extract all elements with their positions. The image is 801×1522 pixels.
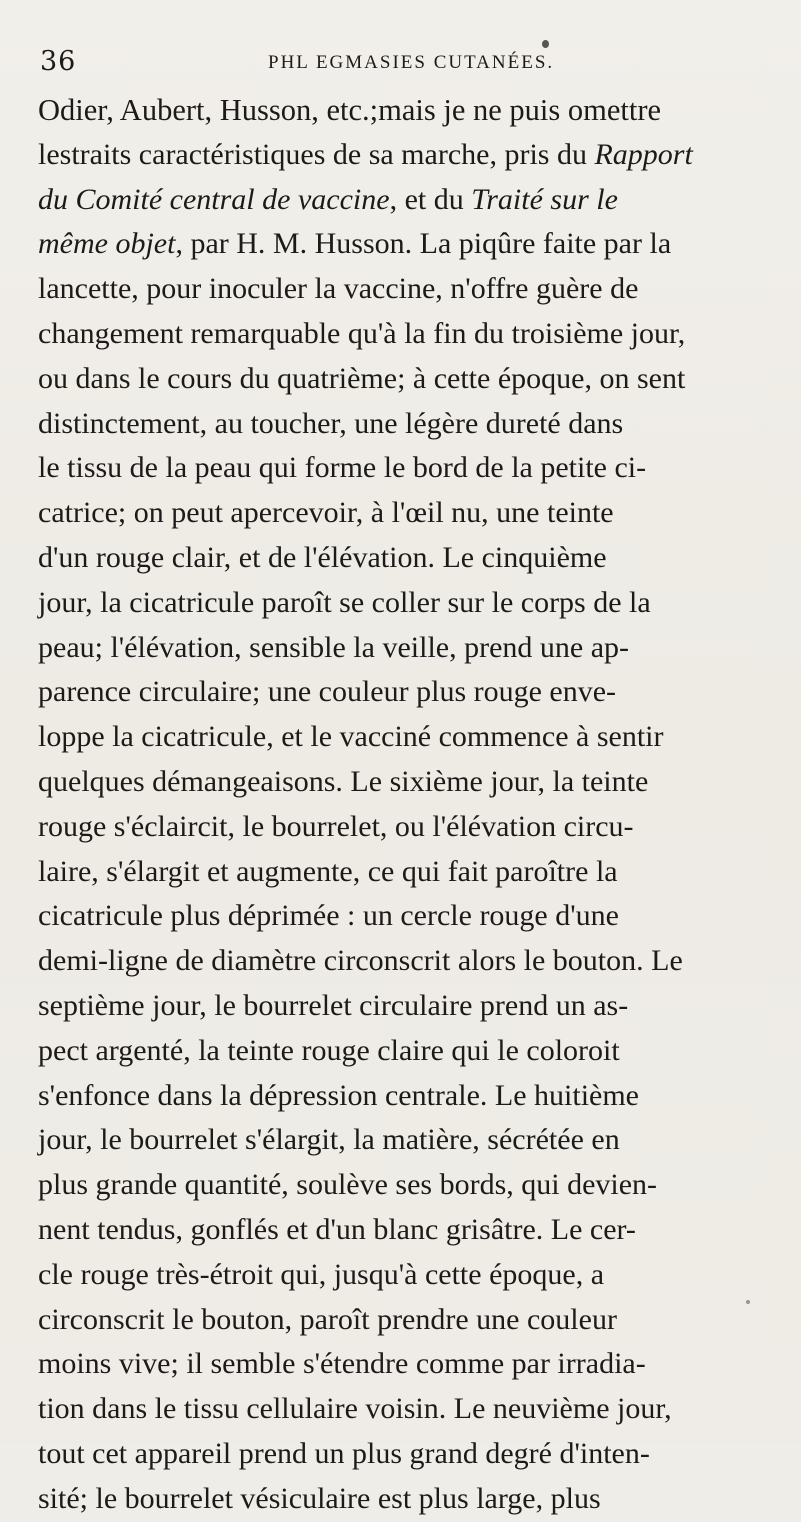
running-head: PHL EGMASIES CUTANÉES. [268,52,555,73]
text-line: distinctement, au toucher, une légère dureté dans [38,406,624,440]
text-line: lancette, pour inoculer la vaccine, n'offre guère de [38,272,639,306]
text-line: changement remarquable qu'à la fin du troisième jour, [38,316,686,350]
text-line: catrice; on peut apercevoir, à l'œil nu, une teinte [38,496,614,530]
text-line: laire, s'élargit et augmente, ce qui fait paroître la [38,854,618,888]
text-line: septième jour, le bourrelet circulaire prend un as- [38,988,629,1022]
text-line: moins vive; il semble s'étendre comme par irradia- [38,1347,646,1381]
text-line: même objet, par H. M. Husson. La piqûre faite par la [38,227,672,261]
ink-speck [542,40,549,48]
page-header [40,46,780,80]
text-line: circonscrit le bouton, paroît prendre une couleur [38,1302,617,1336]
text-line: du Comité central de vaccine, et du Traité sur le [38,182,618,216]
text-line: d'un rouge clair, et de l'élévation. Le cinquième [38,540,607,574]
text-line: pect argenté, la teinte rouge claire qui le coloroit [38,1033,620,1067]
text-line: quelques démangeaisons. Le sixième jour, la teinte [38,764,649,798]
text-line: jour, la cicatricule paroît se coller sur le corps de la [38,585,651,619]
text-line: tout cet appareil prend un plus grand degré d'inten- [38,1436,650,1470]
text-line: le tissu de la peau qui forme le bord de la petite ci- [38,451,647,485]
text-line: nent tendus, gonflés et d'un blanc grisâtre. Le cer- [38,1212,636,1246]
body-text [38,88,786,1522]
text-line: s'enfonce dans la dépression centrale. Le huitième [38,1078,639,1112]
text-line: lestraits caractéristiques de sa marche, pris du Rapport [38,137,693,171]
text-line: rouge s'éclaircit, le bourrelet, ou l'élévation circu- [38,809,634,843]
text-line: plus grande quantité, soulève ses bords, qui devien- [38,1168,658,1202]
text-line: cle rouge très-étroit qui, jusqu'à cette époque, a [38,1257,605,1291]
text-line: sité; le bourrelet vésiculaire est plus large, plus [38,1481,601,1515]
text-line: cicatricule plus déprimée : un cercle rouge d'une [38,899,619,933]
text-line: peau; l'élévation, sensible la veille, prend une ap- [38,630,630,664]
text-line: demi-ligne de diamètre circonscrit alors le bouton. Le [38,944,683,978]
text-line: tion dans le tissu cellulaire voisin. Le neuvième jour, [38,1392,672,1426]
text-line: loppe la cicatricule, et le vacciné commence à sentir [38,720,664,754]
page-mark [746,1300,750,1304]
text-line: ou dans le cours du quatrième; à cette époque, on sent [38,361,686,395]
text-line: jour, le bourrelet s'élargit, la matière, sécrétée en [38,1123,620,1157]
text-line: parence circulaire; une couleur plus rouge enve- [38,675,617,709]
text-line: Odier, Aubert, Husson, etc.;mais je ne puis omettre [38,93,662,127]
page-number: 36 [40,46,77,77]
